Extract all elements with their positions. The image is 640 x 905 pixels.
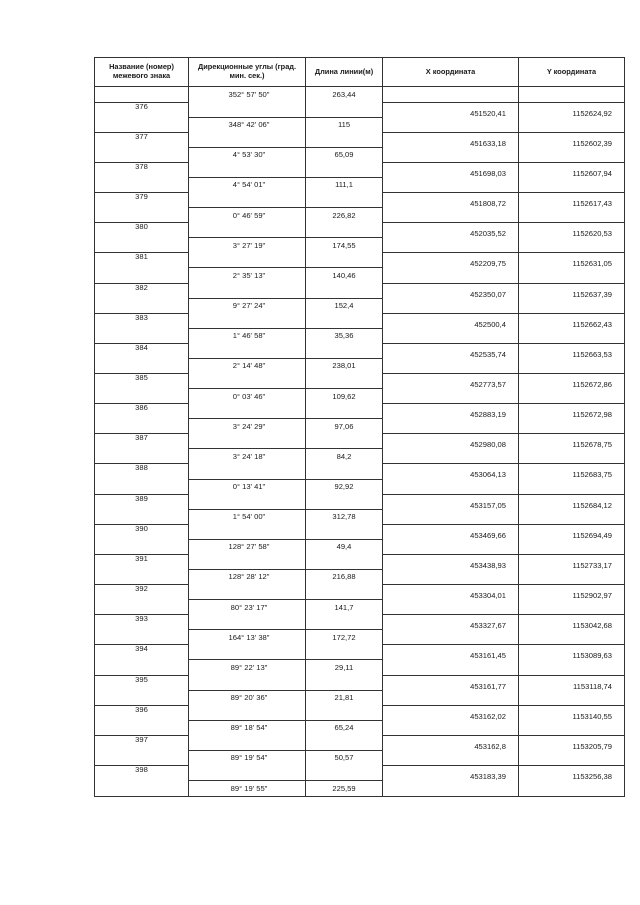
cell-name: 382 [95,283,189,298]
cell-name: 377 [95,132,189,147]
cell-name: 383 [95,313,189,328]
cell-angle: 0° 03' 46" [189,389,306,404]
table-row [95,675,625,690]
cell-x: 453162,02 [383,705,519,720]
cell-length: 312,78 [306,509,383,524]
cell-x: 453161,77 [383,675,519,690]
cell-name [95,87,189,103]
cell-x: 452535,74 [383,343,519,358]
cell-length: 35,36 [306,328,383,343]
cell-y: 1153205,79 [519,735,625,750]
cell-name [95,389,189,404]
cell-angle: 0° 13' 41" [189,479,306,494]
table-row [95,102,625,117]
cell-y [519,479,625,494]
cell-angle: 3° 24' 18" [189,449,306,464]
cell-name [95,177,189,192]
cell-name: 384 [95,343,189,358]
cell-x: 451698,03 [383,162,519,177]
cell-y: 1152620,53 [519,223,625,238]
cell-name [95,298,189,313]
table-row [95,735,625,750]
cell-y [519,600,625,615]
cell-y [519,298,625,313]
cell-angle: 128° 28' 12" [189,570,306,585]
table-row [95,524,625,539]
cell-y [519,268,625,283]
cell-length: 21,81 [306,690,383,705]
table-row [95,223,625,238]
cell-length [306,464,383,479]
cell-name [95,781,189,797]
cell-y [519,117,625,132]
table-row-line [95,600,625,615]
cell-name [95,509,189,524]
cell-x: 453161,45 [383,645,519,660]
table-row [95,253,625,268]
cell-y: 1153256,38 [519,766,625,781]
cell-angle: 3° 27' 19" [189,238,306,253]
cell-x [383,539,519,554]
cell-angle [189,434,306,449]
cell-x [383,117,519,132]
cell-x: 451520,41 [383,102,519,117]
cell-length: 109,62 [306,389,383,404]
cell-x [383,87,519,103]
cell-y: 1152683,75 [519,464,625,479]
cell-name: 378 [95,162,189,177]
table-row-line [95,87,625,103]
cell-length [306,735,383,750]
cell-y: 1152663,53 [519,343,625,358]
cell-x: 453064,13 [383,464,519,479]
cell-x: 453304,01 [383,585,519,600]
cell-name [95,419,189,434]
table-row-line [95,781,625,797]
table-row-line [95,419,625,434]
cell-name: 388 [95,464,189,479]
cell-name: 380 [95,223,189,238]
cell-x: 453162,8 [383,735,519,750]
cell-length [306,102,383,117]
table-row-line [95,238,625,253]
cell-y: 1152637,39 [519,283,625,298]
table-row [95,494,625,509]
table-row [95,404,625,419]
cell-length [306,524,383,539]
cell-angle [189,524,306,539]
cell-angle: 128° 27' 58" [189,539,306,554]
cell-x: 452883,19 [383,404,519,419]
table-header-row [95,58,625,87]
cell-x: 453438,93 [383,554,519,569]
cell-length [306,313,383,328]
cell-y [519,449,625,464]
cell-x [383,509,519,524]
cell-y [519,781,625,797]
cell-x [383,449,519,464]
cell-y: 1152631,05 [519,253,625,268]
cell-y [519,358,625,373]
cell-y [519,87,625,103]
cell-y: 1153118,74 [519,675,625,690]
cell-length: 216,88 [306,570,383,585]
cell-y [519,328,625,343]
cell-x [383,208,519,223]
cell-angle: 89° 18' 54" [189,720,306,735]
table-row-line [95,389,625,404]
cell-y: 1152607,94 [519,162,625,177]
cell-y [519,720,625,735]
cell-y [519,147,625,162]
table-row [95,554,625,569]
table-row-line [95,660,625,675]
cell-x: 452209,75 [383,253,519,268]
cell-y [519,690,625,705]
cell-length [306,132,383,147]
cell-y: 1152902,97 [519,585,625,600]
cell-length [306,404,383,419]
cell-name [95,117,189,132]
cell-angle [189,223,306,238]
table-row-line [95,449,625,464]
cell-name [95,750,189,765]
cell-length [306,223,383,238]
cell-length: 111,1 [306,177,383,192]
cell-length [306,162,383,177]
cell-length [306,645,383,660]
table-row [95,615,625,630]
cell-x: 453327,67 [383,615,519,630]
cell-x: 451808,72 [383,193,519,208]
cell-name [95,570,189,585]
cell-name [95,539,189,554]
cell-y: 1153089,63 [519,645,625,660]
cell-name: 376 [95,102,189,117]
cell-length [306,494,383,509]
cell-x: 452350,07 [383,283,519,298]
cell-y [519,630,625,645]
table-row-line [95,690,625,705]
cell-angle: 80° 23' 17" [189,600,306,615]
cell-length [306,615,383,630]
cell-x: 453157,05 [383,494,519,509]
cell-angle [189,705,306,720]
header-y: Y координата [519,58,625,87]
cell-y [519,389,625,404]
cell-x [383,389,519,404]
cell-name: 395 [95,675,189,690]
table-row-line [95,298,625,313]
cell-length [306,585,383,600]
cell-angle: 2° 35' 13" [189,268,306,283]
cell-angle: 4° 53' 30" [189,147,306,162]
cell-y: 1152672,98 [519,404,625,419]
cell-angle [189,645,306,660]
table-row-line [95,208,625,223]
cell-name: 392 [95,585,189,600]
cell-length: 92,92 [306,479,383,494]
cell-y [519,539,625,554]
table-row [95,434,625,449]
cell-name [95,630,189,645]
cell-x: 452980,08 [383,434,519,449]
table-body [95,87,625,797]
cell-name: 387 [95,434,189,449]
cell-y: 1153140,55 [519,705,625,720]
cell-length: 50,57 [306,750,383,765]
cell-x [383,177,519,192]
table-row [95,193,625,208]
cell-angle: 9° 27' 24" [189,298,306,313]
cell-x [383,570,519,585]
cell-angle [189,585,306,600]
cell-angle: 3° 24' 29" [189,419,306,434]
cell-name: 398 [95,766,189,781]
table-row [95,283,625,298]
table-row-line [95,720,625,735]
cell-x [383,358,519,373]
cell-length: 49,4 [306,539,383,554]
cell-angle [189,766,306,781]
cell-angle [189,735,306,750]
cell-angle: 89° 20' 36" [189,690,306,705]
cell-length: 65,24 [306,720,383,735]
table-row-line [95,177,625,192]
table-row-line [95,147,625,162]
cell-name [95,690,189,705]
cell-angle [189,313,306,328]
cell-name [95,268,189,283]
cell-y: 1153042,68 [519,615,625,630]
cell-x [383,268,519,283]
cell-length: 226,82 [306,208,383,223]
table-row [95,464,625,479]
cell-angle: 2° 14' 48" [189,358,306,373]
header-length: Длина линии(м) [306,58,383,87]
cell-y: 1152672,86 [519,373,625,388]
cell-angle: 89° 19' 55" [189,781,306,797]
cell-name: 391 [95,554,189,569]
table-row-line [95,630,625,645]
cell-length: 97,06 [306,419,383,434]
cell-length [306,193,383,208]
cell-x [383,781,519,797]
cell-length: 152,4 [306,298,383,313]
cell-name: 394 [95,645,189,660]
cell-length: 174,55 [306,238,383,253]
header-angles: Дирекционные углы (град. мин. сек.) [189,58,306,87]
cell-x [383,630,519,645]
table-row [95,373,625,388]
table-row [95,162,625,177]
cell-length: 29,11 [306,660,383,675]
cell-y [519,660,625,675]
cell-x [383,720,519,735]
cell-length: 225,59 [306,781,383,797]
cell-length [306,675,383,690]
cell-y: 1152684,12 [519,494,625,509]
cell-x [383,600,519,615]
cell-angle [189,675,306,690]
cell-angle: 1° 46' 58" [189,328,306,343]
cell-x [383,479,519,494]
cell-name: 389 [95,494,189,509]
cell-length [306,373,383,388]
header-name: Название (номер) межевого знака [95,58,189,87]
table-row-line [95,358,625,373]
table-row-line [95,570,625,585]
cell-length [306,343,383,358]
cell-length: 140,46 [306,268,383,283]
cell-y: 1152733,17 [519,554,625,569]
survey-coordinates-table [94,57,625,797]
cell-x [383,328,519,343]
survey-table-container [94,57,624,797]
cell-x: 453469,66 [383,524,519,539]
cell-name [95,238,189,253]
cell-angle [189,554,306,569]
cell-angle [189,373,306,388]
cell-angle [189,162,306,177]
cell-length [306,705,383,720]
table-row [95,766,625,781]
cell-length [306,766,383,781]
cell-name [95,449,189,464]
cell-x [383,238,519,253]
cell-angle: 164° 13' 38" [189,630,306,645]
cell-y: 1152624,92 [519,102,625,117]
table-row-line [95,539,625,554]
table-row [95,585,625,600]
cell-angle [189,615,306,630]
cell-name: 390 [95,524,189,539]
cell-y [519,238,625,253]
cell-angle [189,283,306,298]
table-row [95,343,625,358]
cell-name: 386 [95,404,189,419]
cell-name [95,660,189,675]
cell-length: 172,72 [306,630,383,645]
cell-length [306,554,383,569]
cell-name: 397 [95,735,189,750]
cell-length [306,434,383,449]
cell-y: 1152694,49 [519,524,625,539]
cell-x [383,298,519,313]
cell-name: 381 [95,253,189,268]
cell-name [95,147,189,162]
cell-angle: 89° 22' 13" [189,660,306,675]
table-row-line [95,750,625,765]
cell-name [95,479,189,494]
cell-length: 238,01 [306,358,383,373]
cell-length: 115 [306,117,383,132]
cell-x: 452500,4 [383,313,519,328]
cell-length: 65,09 [306,147,383,162]
table-row [95,645,625,660]
cell-y [519,177,625,192]
cell-angle [189,102,306,117]
cell-angle: 89° 19' 54" [189,750,306,765]
cell-angle: 4° 54' 01" [189,177,306,192]
cell-length: 263,44 [306,87,383,103]
cell-angle [189,464,306,479]
cell-y [519,509,625,524]
table-row-line [95,328,625,343]
cell-name [95,328,189,343]
cell-name: 396 [95,705,189,720]
cell-angle [189,132,306,147]
cell-x [383,660,519,675]
cell-y [519,419,625,434]
table-row [95,132,625,147]
cell-angle: 352° 57' 50" [189,87,306,103]
cell-y [519,208,625,223]
cell-angle: 1° 54' 00" [189,509,306,524]
cell-name [95,600,189,615]
cell-x [383,690,519,705]
table-row-line [95,479,625,494]
cell-y [519,750,625,765]
cell-y: 1152602,39 [519,132,625,147]
table-row [95,313,625,328]
cell-x: 452035,52 [383,223,519,238]
cell-name [95,358,189,373]
table-row-line [95,117,625,132]
cell-x [383,750,519,765]
cell-name [95,720,189,735]
cell-angle: 348° 42' 06" [189,117,306,132]
cell-y: 1152662,43 [519,313,625,328]
table-row-line [95,268,625,283]
cell-x: 452773,57 [383,373,519,388]
table-row [95,705,625,720]
cell-angle [189,253,306,268]
cell-angle [189,343,306,358]
cell-angle [189,404,306,419]
cell-angle [189,193,306,208]
cell-y: 1152678,75 [519,434,625,449]
cell-length: 141,7 [306,600,383,615]
cell-y: 1152617,43 [519,193,625,208]
header-x: X координата [383,58,519,87]
cell-x: 451633,18 [383,132,519,147]
cell-length [306,283,383,298]
cell-length: 84,2 [306,449,383,464]
cell-name [95,208,189,223]
cell-name: 393 [95,615,189,630]
cell-x [383,147,519,162]
cell-name: 385 [95,373,189,388]
cell-x [383,419,519,434]
cell-length [306,253,383,268]
cell-y [519,570,625,585]
table-row-line [95,509,625,524]
cell-angle [189,494,306,509]
cell-x: 453183,39 [383,766,519,781]
cell-angle: 0° 46' 59" [189,208,306,223]
cell-name: 379 [95,193,189,208]
